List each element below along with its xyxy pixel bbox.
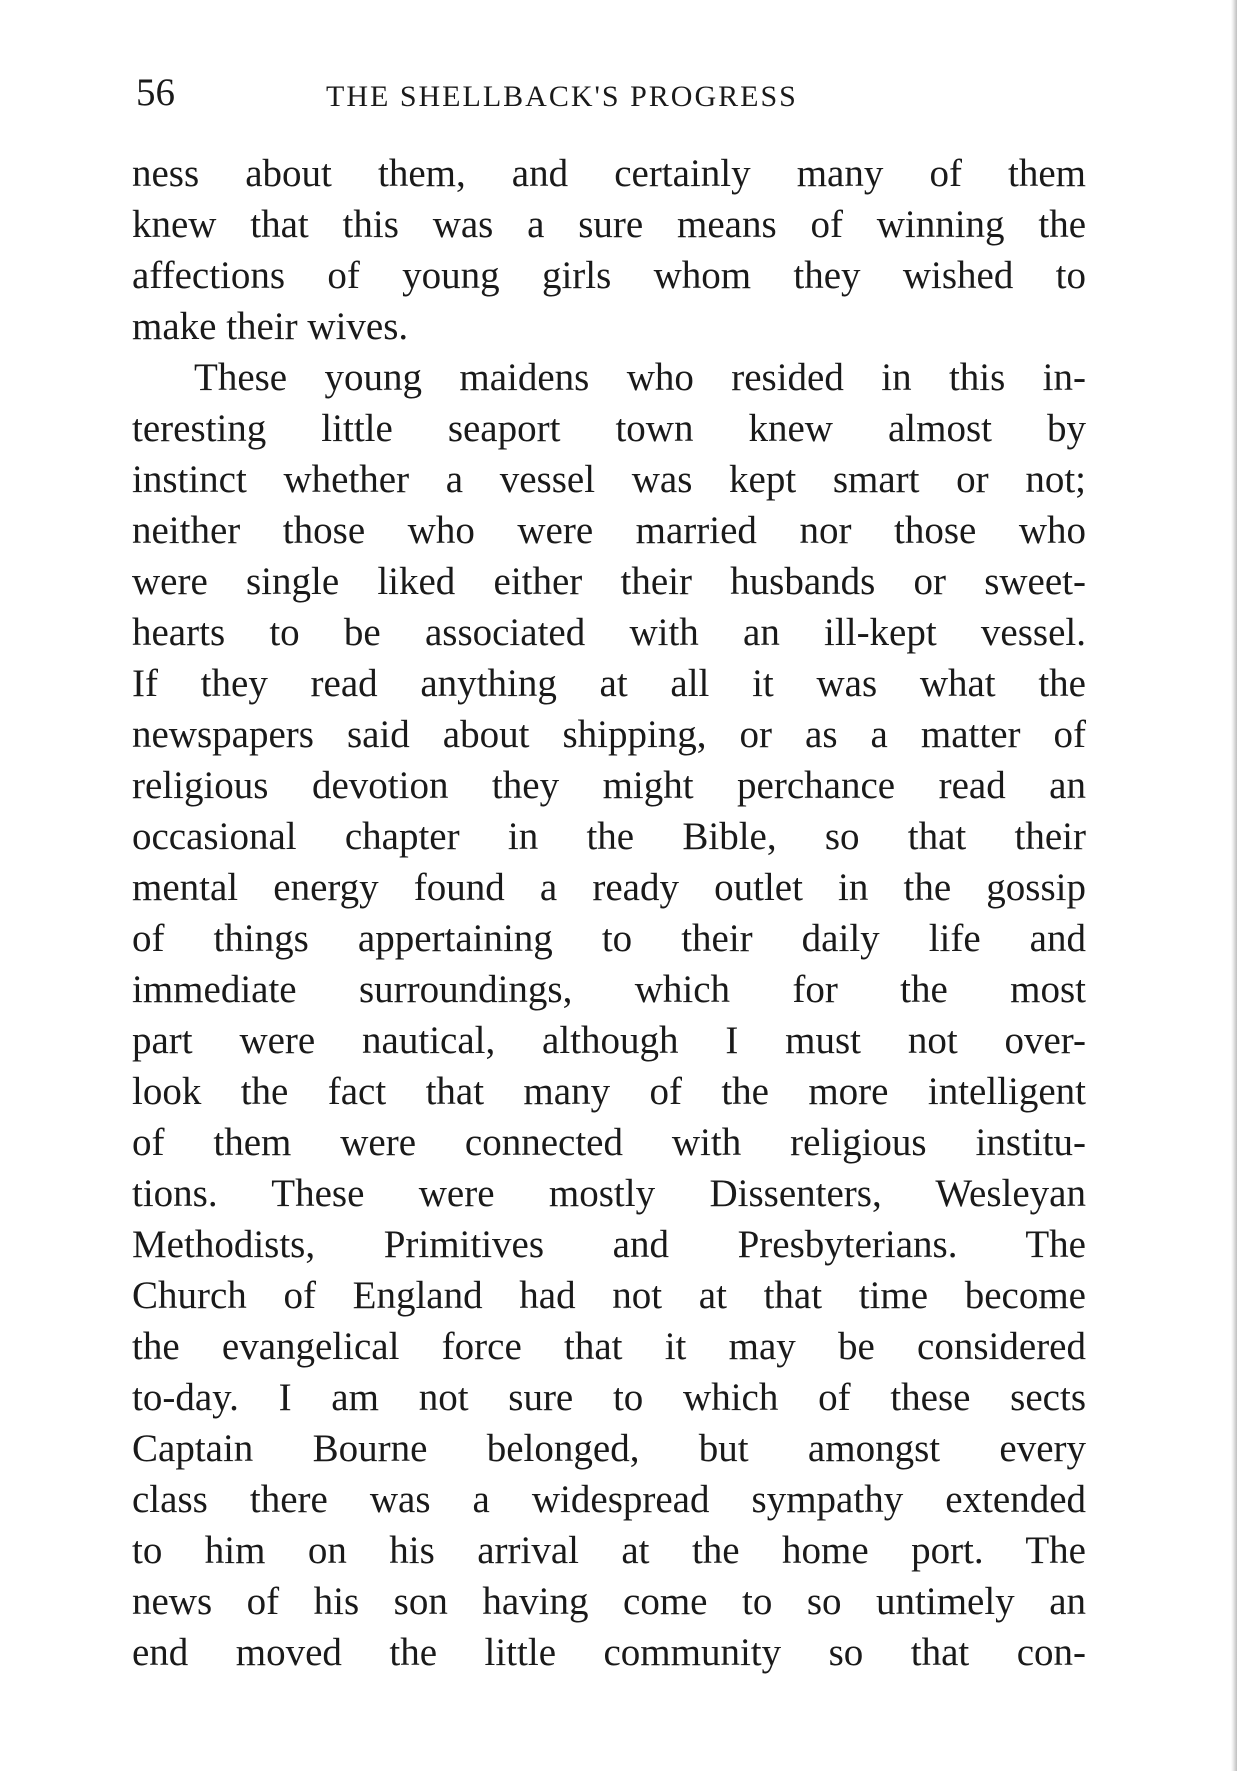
text-line: end moved the little community so that con-: [132, 1631, 1086, 1674]
text-line: If they read anything at all it was what the: [132, 662, 1086, 705]
text-line: Methodists, Primitives and Presbyterians. The: [132, 1223, 1086, 1266]
text-line: immediate surroundings, which for the most: [132, 968, 1086, 1011]
text-line: to-day. I am not sure to which of these sects: [132, 1376, 1086, 1419]
text-line: These young maidens who resided in this in-: [194, 356, 1086, 399]
text-line: of them were connected with religious institu-: [132, 1121, 1086, 1164]
text-line: religious devotion they might perchance read an: [132, 764, 1086, 807]
text-line: mental energy found a ready outlet in the gossip: [132, 866, 1086, 909]
text-line: Church of England had not at that time become: [132, 1274, 1086, 1317]
text-line: make their wives.: [132, 305, 409, 348]
text-line: were single liked either their husbands or sweet-: [132, 560, 1086, 603]
text-line: instinct whether a vessel was kept smart or not;: [132, 458, 1086, 501]
text-line: neither those who were married nor those who: [132, 509, 1086, 552]
text-line: newspapers said about shipping, or as a matter of: [132, 713, 1086, 756]
body-text: [132, 148, 1086, 1678]
text-line: to him on his arrival at the home port. The: [132, 1529, 1086, 1572]
text-line: teresting little seaport town knew almost by: [132, 407, 1086, 450]
text-line: the evangelical force that it may be considered: [132, 1325, 1086, 1368]
text-line: class there was a widespread sympathy extended: [132, 1478, 1086, 1521]
text-line: affections of young girls whom they wished to: [132, 254, 1086, 297]
text-line: look the fact that many of the more intelligent: [132, 1070, 1086, 1113]
text-line: Captain Bourne belonged, but amongst every: [132, 1427, 1086, 1470]
text-line: occasional chapter in the Bible, so that their: [132, 815, 1086, 858]
text-line: knew that this was a sure means of winning the: [132, 203, 1086, 246]
text-line: news of his son having come to so untimely an: [132, 1580, 1086, 1623]
page-edge-shadow: [1231, 0, 1237, 1771]
page-number: 56: [136, 71, 175, 114]
text-line: ness about them, and certainly many of them: [132, 152, 1086, 195]
text-line: part were nautical, although I must not over-: [132, 1019, 1086, 1062]
text-line: hearts to be associated with an ill-kept vessel.: [132, 611, 1086, 654]
running-title: THE SHELLBACK'S PROGRESS: [326, 80, 798, 113]
text-line: tions. These were mostly Dissenters, Wesleyan: [132, 1172, 1086, 1215]
page-header: [136, 68, 1096, 118]
text-line: of things appertaining to their daily life and: [132, 917, 1086, 960]
